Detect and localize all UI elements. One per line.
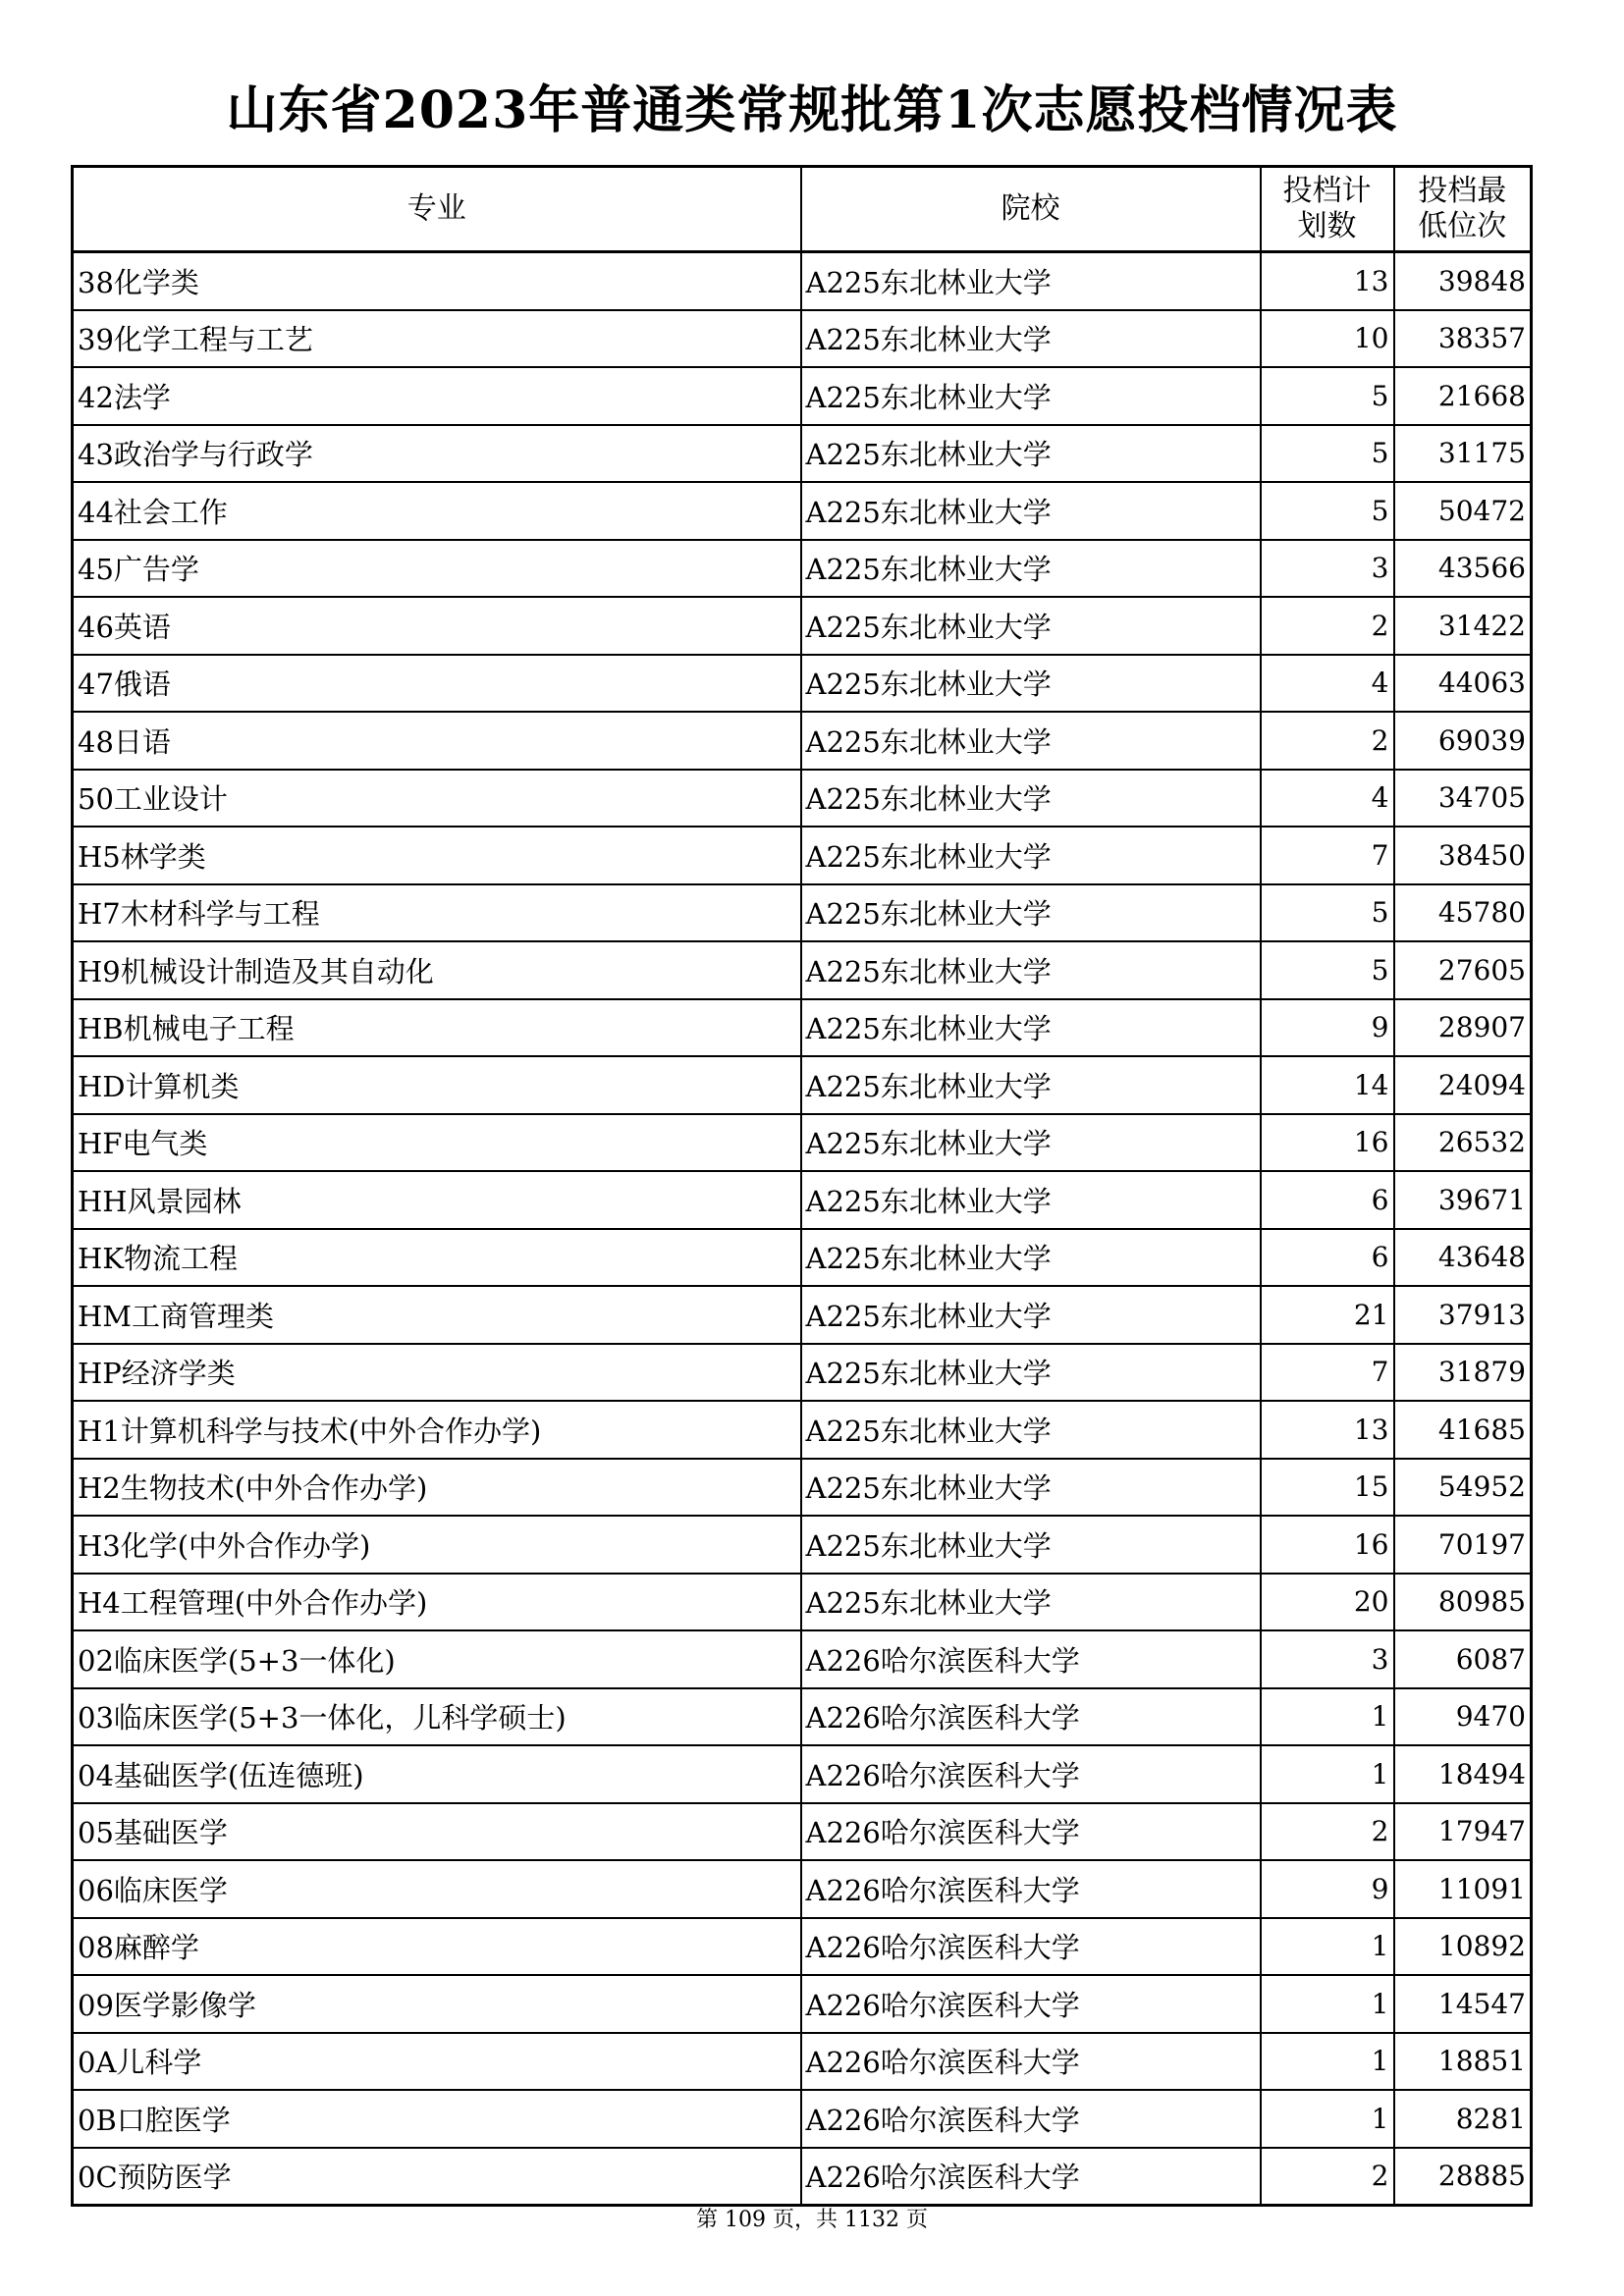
min-rank-cell: 21668 [1394, 367, 1532, 425]
min-rank-cell: 31422 [1394, 597, 1532, 655]
school-cell: A225东北林业大学 [801, 941, 1261, 999]
min-rank-cell: 44063 [1394, 655, 1532, 713]
min-rank-cell: 31879 [1394, 1344, 1532, 1402]
school-cell: A225东北林业大学 [801, 252, 1261, 310]
school-cell: A225东北林业大学 [801, 1056, 1261, 1114]
plan-count-cell: 2 [1261, 712, 1394, 770]
table-row [73, 655, 1532, 713]
plan-count-cell: 3 [1261, 1630, 1394, 1688]
min-rank-cell: 6087 [1394, 1630, 1532, 1688]
plan-count-cell: 13 [1261, 1401, 1394, 1459]
table-row [73, 1975, 1532, 2033]
school-cell: A226哈尔滨医科大学 [801, 1630, 1261, 1688]
plan-count-cell: 6 [1261, 1171, 1394, 1229]
table-row [73, 827, 1532, 884]
min-rank-cell: 39671 [1394, 1171, 1532, 1229]
school-cell: A225东北林业大学 [801, 1229, 1261, 1287]
min-rank-cell: 28885 [1394, 2148, 1532, 2206]
plan-count-cell: 2 [1261, 2148, 1394, 2206]
table-row [73, 597, 1532, 655]
major-cell: 43政治学与行政学 [73, 425, 801, 483]
major-cell: 08麻醉学 [73, 1918, 801, 1976]
school-cell: A225东北林业大学 [801, 770, 1261, 828]
table-row [73, 1286, 1532, 1344]
plan-count-cell: 2 [1261, 597, 1394, 655]
table-row [73, 1344, 1532, 1402]
table-row [73, 367, 1532, 425]
school-cell: A225东北林业大学 [801, 540, 1261, 598]
min-rank-cell: 43566 [1394, 540, 1532, 598]
table-row [73, 884, 1532, 942]
school-cell: A225东北林业大学 [801, 1114, 1261, 1172]
min-rank-cell: 38357 [1394, 310, 1532, 368]
major-cell: HH风景园林 [73, 1171, 801, 1229]
major-cell: H2生物技术(中外合作办学) [73, 1459, 801, 1517]
school-cell: A226哈尔滨医科大学 [801, 1860, 1261, 1918]
school-cell: A226哈尔滨医科大学 [801, 1688, 1261, 1746]
plan-count-cell: 6 [1261, 1229, 1394, 1287]
min-rank-cell: 50472 [1394, 482, 1532, 540]
page-title: 山东省2023年普通类常规批第1次志愿投档情况表 [226, 80, 1398, 140]
table-row [73, 1860, 1532, 1918]
min-rank-cell: 28907 [1394, 999, 1532, 1057]
major-cell: 09医学影像学 [73, 1975, 801, 2033]
school-cell: A225东北林业大学 [801, 712, 1261, 770]
min-rank-cell: 27605 [1394, 941, 1532, 999]
major-cell: 38化学类 [73, 252, 801, 310]
major-cell: 05基础医学 [73, 1803, 801, 1861]
min-rank-cell: 18494 [1394, 1745, 1532, 1803]
min-rank-cell: 70197 [1394, 1516, 1532, 1574]
school-cell: A225东北林业大学 [801, 367, 1261, 425]
table-row [73, 1459, 1532, 1517]
school-cell: A225东北林业大学 [801, 1344, 1261, 1402]
major-cell: 0C预防医学 [73, 2148, 801, 2206]
table-header-row [73, 167, 1532, 252]
min-rank-cell: 34705 [1394, 770, 1532, 828]
school-cell: A225东北林业大学 [801, 425, 1261, 483]
major-cell: HD计算机类 [73, 1056, 801, 1114]
table-row [73, 482, 1532, 540]
school-cell: A225东北林业大学 [801, 310, 1261, 368]
table-row [73, 1056, 1532, 1114]
school-cell: A225东北林业大学 [801, 482, 1261, 540]
school-cell: A226哈尔滨医科大学 [801, 2090, 1261, 2148]
plan-count-cell: 1 [1261, 2090, 1394, 2148]
major-cell: 48日语 [73, 712, 801, 770]
header-plan: 投档计划数 [1261, 167, 1394, 252]
min-rank-cell: 10892 [1394, 1918, 1532, 1976]
min-rank-cell: 26532 [1394, 1114, 1532, 1172]
min-rank-cell: 31175 [1394, 425, 1532, 483]
plan-count-cell: 9 [1261, 1860, 1394, 1918]
major-cell: 46英语 [73, 597, 801, 655]
plan-count-cell: 20 [1261, 1574, 1394, 1631]
table-row [73, 1516, 1532, 1574]
major-cell: HP经济学类 [73, 1344, 801, 1402]
plan-count-cell: 5 [1261, 425, 1394, 483]
school-cell: A225东北林业大学 [801, 884, 1261, 942]
plan-count-cell: 21 [1261, 1286, 1394, 1344]
min-rank-cell: 45780 [1394, 884, 1532, 942]
major-cell: HF电气类 [73, 1114, 801, 1172]
table-row [73, 1229, 1532, 1287]
plan-count-cell: 10 [1261, 310, 1394, 368]
major-cell: H4工程管理(中外合作办学) [73, 1574, 801, 1631]
table-row [73, 1803, 1532, 1861]
school-cell: A226哈尔滨医科大学 [801, 1803, 1261, 1861]
major-cell: HK物流工程 [73, 1229, 801, 1287]
table-row [73, 310, 1532, 368]
plan-count-cell: 7 [1261, 1344, 1394, 1402]
table-row [73, 2090, 1532, 2148]
major-cell: 50工业设计 [73, 770, 801, 828]
plan-count-cell: 1 [1261, 1688, 1394, 1746]
min-rank-cell: 41685 [1394, 1401, 1532, 1459]
table-body [73, 252, 1532, 2206]
school-cell: A225东北林业大学 [801, 1516, 1261, 1574]
major-cell: 04基础医学(伍连德班) [73, 1745, 801, 1803]
min-rank-cell: 9470 [1394, 1688, 1532, 1746]
major-cell: 45广告学 [73, 540, 801, 598]
min-rank-cell: 80985 [1394, 1574, 1532, 1631]
school-cell: A225东北林业大学 [801, 655, 1261, 713]
plan-count-cell: 1 [1261, 1745, 1394, 1803]
plan-count-cell: 5 [1261, 367, 1394, 425]
school-cell: A225东北林业大学 [801, 1459, 1261, 1517]
major-cell: H5林学类 [73, 827, 801, 884]
major-cell: 0B口腔医学 [73, 2090, 801, 2148]
table-row [73, 1918, 1532, 1976]
table-row [73, 1574, 1532, 1631]
major-cell: HB机械电子工程 [73, 999, 801, 1057]
school-cell: A226哈尔滨医科大学 [801, 1918, 1261, 1976]
min-rank-cell: 8281 [1394, 2090, 1532, 2148]
school-cell: A225东北林业大学 [801, 1401, 1261, 1459]
min-rank-cell: 69039 [1394, 712, 1532, 770]
major-cell: H1计算机科学与技术(中外合作办学) [73, 1401, 801, 1459]
school-cell: A226哈尔滨医科大学 [801, 1975, 1261, 2033]
major-cell: 47俄语 [73, 655, 801, 713]
plan-count-cell: 5 [1261, 884, 1394, 942]
plan-count-cell: 4 [1261, 770, 1394, 828]
table-row [73, 425, 1532, 483]
header-major: 专业 [73, 167, 801, 252]
plan-count-cell: 9 [1261, 999, 1394, 1057]
plan-count-cell: 16 [1261, 1516, 1394, 1574]
plan-count-cell: 4 [1261, 655, 1394, 713]
plan-count-cell: 1 [1261, 1918, 1394, 1976]
plan-count-cell: 5 [1261, 482, 1394, 540]
table-row [73, 999, 1532, 1057]
table-row [73, 252, 1532, 310]
school-cell: A225东北林业大学 [801, 827, 1261, 884]
min-rank-cell: 24094 [1394, 1056, 1532, 1114]
major-cell: H9机械设计制造及其自动化 [73, 941, 801, 999]
plan-count-cell: 5 [1261, 941, 1394, 999]
table-row [73, 1630, 1532, 1688]
major-cell: HM工商管理类 [73, 1286, 801, 1344]
min-rank-cell: 14547 [1394, 1975, 1532, 2033]
school-cell: A225东北林业大学 [801, 1171, 1261, 1229]
page-footer: 第 109 页，共 1132 页 [696, 2208, 928, 2232]
school-cell: A226哈尔滨医科大学 [801, 2033, 1261, 2091]
header-school: 院校 [801, 167, 1261, 252]
table-row [73, 540, 1532, 598]
school-cell: A225东北林业大学 [801, 597, 1261, 655]
major-cell: 39化学工程与工艺 [73, 310, 801, 368]
min-rank-cell: 11091 [1394, 1860, 1532, 1918]
major-cell: 03临床医学(5+3一体化，儿科学硕士) [73, 1688, 801, 1746]
plan-count-cell: 16 [1261, 1114, 1394, 1172]
plan-count-cell: 13 [1261, 252, 1394, 310]
admission-table [71, 165, 1533, 2207]
min-rank-cell: 39848 [1394, 252, 1532, 310]
header-rank: 投档最低位次 [1394, 167, 1532, 252]
table-row [73, 1745, 1532, 1803]
min-rank-cell: 54952 [1394, 1459, 1532, 1517]
plan-count-cell: 2 [1261, 1803, 1394, 1861]
table-row [73, 2033, 1532, 2091]
major-cell: 0A儿科学 [73, 2033, 801, 2091]
min-rank-cell: 17947 [1394, 1803, 1532, 1861]
plan-count-cell: 1 [1261, 1975, 1394, 2033]
major-cell: 42法学 [73, 367, 801, 425]
min-rank-cell: 43648 [1394, 1229, 1532, 1287]
major-cell: 06临床医学 [73, 1860, 801, 1918]
school-cell: A226哈尔滨医科大学 [801, 1745, 1261, 1803]
table-row [73, 712, 1532, 770]
min-rank-cell: 38450 [1394, 827, 1532, 884]
plan-count-cell: 3 [1261, 540, 1394, 598]
plan-count-cell: 7 [1261, 827, 1394, 884]
school-cell: A225东北林业大学 [801, 1574, 1261, 1631]
table-row [73, 1114, 1532, 1172]
table-row [73, 1171, 1532, 1229]
school-cell: A226哈尔滨医科大学 [801, 2148, 1261, 2206]
major-cell: H3化学(中外合作办学) [73, 1516, 801, 1574]
plan-count-cell: 1 [1261, 2033, 1394, 2091]
major-cell: H7木材科学与工程 [73, 884, 801, 942]
school-cell: A225东北林业大学 [801, 999, 1261, 1057]
plan-count-cell: 14 [1261, 1056, 1394, 1114]
plan-count-cell: 15 [1261, 1459, 1394, 1517]
major-cell: 02临床医学(5+3一体化) [73, 1630, 801, 1688]
school-cell: A225东北林业大学 [801, 1286, 1261, 1344]
table-row [73, 941, 1532, 999]
table-row [73, 1401, 1532, 1459]
major-cell: 44社会工作 [73, 482, 801, 540]
table-row [73, 2148, 1532, 2206]
min-rank-cell: 18851 [1394, 2033, 1532, 2091]
table-row [73, 1688, 1532, 1746]
min-rank-cell: 37913 [1394, 1286, 1532, 1344]
table-row [73, 770, 1532, 828]
